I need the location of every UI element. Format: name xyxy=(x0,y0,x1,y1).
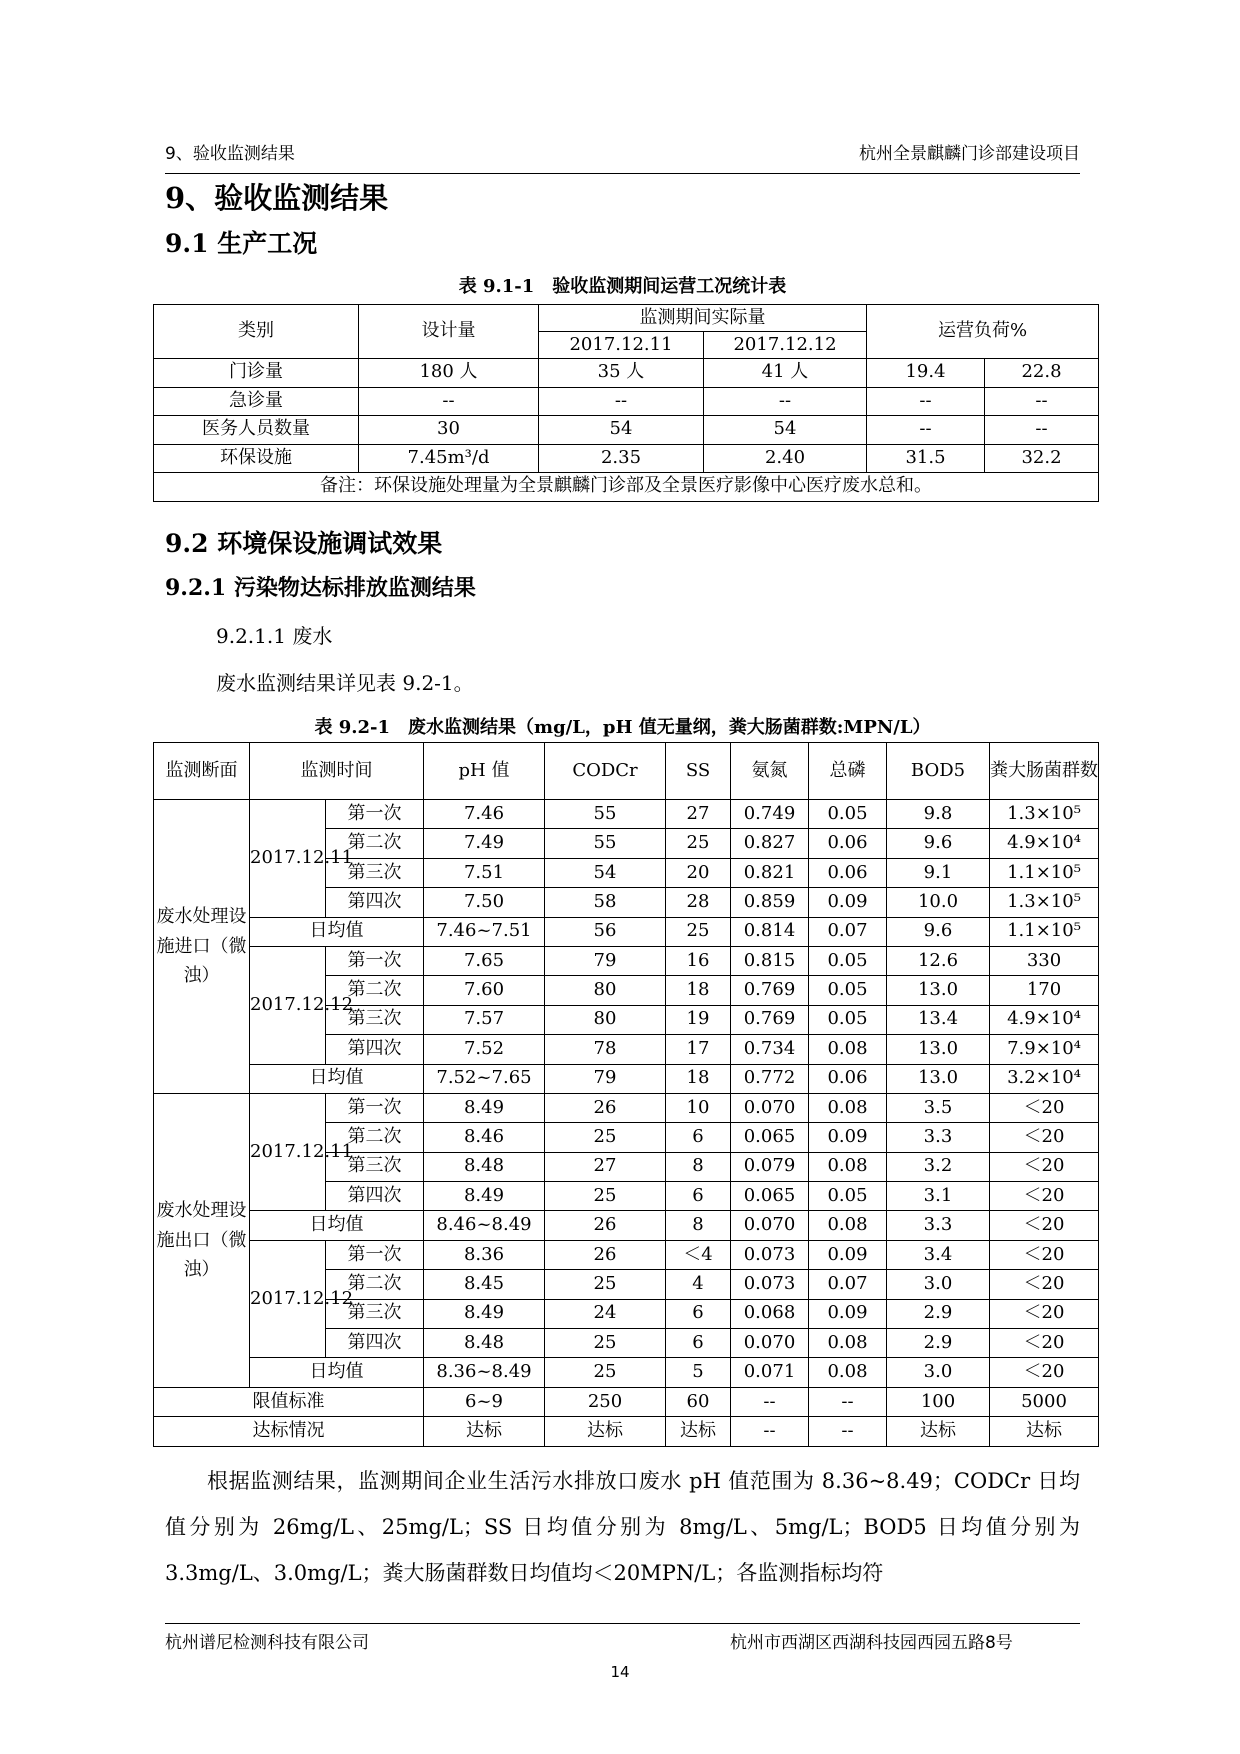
t1-note: 备注：环保设施处理量为全景麒麟门诊部及全景医疗影像中心医疗废水总和。 xyxy=(154,473,1099,502)
table-cell: 达标 xyxy=(887,1417,990,1446)
table-cell: -- xyxy=(359,387,539,416)
table-cell: ＜20 xyxy=(990,1182,1099,1211)
time-label: 第一次 xyxy=(326,1093,424,1122)
table-cell: 6 xyxy=(666,1123,731,1152)
header-cell: SS xyxy=(666,743,731,800)
t1-header-actual: 监测期间实际量 xyxy=(539,305,867,332)
table-cell: 8.49 xyxy=(424,1299,545,1328)
table-cell: 26 xyxy=(545,1240,666,1269)
table-cell: 0.070 xyxy=(731,1093,809,1122)
limit-label: 限值标准 xyxy=(154,1387,424,1416)
table2-caption: 表 9.2-1 废水监测结果（mg/L，pH 值无量纲，粪大肠菌群数:MPN/L） xyxy=(314,717,931,738)
time-label: 第二次 xyxy=(326,829,424,858)
table-cell: 7.60 xyxy=(424,976,545,1005)
t1-header-category: 类别 xyxy=(154,305,359,359)
table-cell: 330 xyxy=(990,946,1099,975)
table-cell: 6 xyxy=(666,1299,731,1328)
table-cell: -- xyxy=(731,1387,809,1416)
table-cell: 0.07 xyxy=(809,917,887,946)
header-right: 杭州全景麒麟门诊部建设项目 xyxy=(859,144,1080,164)
time-label: 第三次 xyxy=(326,1005,424,1034)
table-cell: ＜20 xyxy=(990,1211,1099,1240)
subsection-title-9-2: 9.2 环境保设施调试效果 xyxy=(165,529,443,558)
table-cell: 0.06 xyxy=(809,829,887,858)
results-paragraph: 根据监测结果，监测期间企业生活污水排放口废水 pH 值范围为 8.36~8.49；CODCr 日均值分别为 26mg/L、25mg/L；SS 日均值分别为 8mg/L、5mg/L；BOD5 日均值分别为 3.3mg/L、3.0mg/L；粪大肠菌群数日均值均＜20MPN/L；各监测指标均符 xyxy=(165,1469,1080,1585)
table-cell: 0.065 xyxy=(731,1182,809,1211)
table-cell: 41 人 xyxy=(704,359,867,388)
table-cell: 0.065 xyxy=(731,1123,809,1152)
table-cell: 27 xyxy=(545,1152,666,1181)
table-cell: 6 xyxy=(666,1182,731,1211)
table-cell: 1.1×10⁵ xyxy=(990,858,1099,887)
table-cell: 60 xyxy=(666,1387,731,1416)
table-cell: 0.09 xyxy=(809,888,887,917)
table-cell: 13.0 xyxy=(887,1064,990,1093)
header-cell: 粪大肠菌群数 xyxy=(990,743,1099,800)
table-cell: 25 xyxy=(545,1329,666,1358)
table-row xyxy=(154,800,1099,829)
table-cell: 0.05 xyxy=(809,1005,887,1034)
table-cell: 79 xyxy=(545,946,666,975)
table-cell: 1.1×10⁵ xyxy=(990,917,1099,946)
table-row xyxy=(154,1358,1099,1387)
time-label: 第二次 xyxy=(326,976,424,1005)
table-cell: 0.06 xyxy=(809,1064,887,1093)
time-label: 第三次 xyxy=(326,1299,424,1328)
table-cell: 19 xyxy=(666,1005,731,1034)
table-cell: 7.9×10⁴ xyxy=(990,1035,1099,1064)
table-cell: ＜20 xyxy=(990,1093,1099,1122)
table-cell: 25 xyxy=(666,917,731,946)
table-cell: 25 xyxy=(545,1270,666,1299)
table-row xyxy=(154,444,1099,473)
header-cell: pH 值 xyxy=(424,743,545,800)
section-label: 废水处理设施进口（微浊） xyxy=(154,800,250,1094)
footer-right: 杭州市西湖区西湖科技园西园五路8号 xyxy=(730,1633,1013,1653)
table-cell: 10.0 xyxy=(887,888,990,917)
table-cell: 8.48 xyxy=(424,1329,545,1358)
table-cell: 0.08 xyxy=(809,1211,887,1240)
table-cell: 1.3×10⁵ xyxy=(990,888,1099,917)
table-cell: 12.6 xyxy=(887,946,990,975)
table-cell: 0.821 xyxy=(731,858,809,887)
table-cell: -- xyxy=(704,387,867,416)
date-label: 2017.12.11 xyxy=(250,1093,326,1211)
table-cell: 8.46~8.49 xyxy=(424,1211,545,1240)
time-label: 第四次 xyxy=(326,1182,424,1211)
table-cell: -- xyxy=(731,1417,809,1446)
table-cell: 0.09 xyxy=(809,1299,887,1328)
table-cell: 医务人员数量 xyxy=(154,416,359,445)
table-cell: 35 人 xyxy=(539,359,704,388)
table-cell: 3.0 xyxy=(887,1358,990,1387)
table1-caption: 表 9.1-1 验收监测期间运营工况统计表 xyxy=(458,276,787,297)
operating-conditions-table xyxy=(153,304,1099,502)
table-cell: ＜20 xyxy=(990,1358,1099,1387)
table-cell: 0.07 xyxy=(809,1270,887,1299)
table-cell: 13.0 xyxy=(887,1035,990,1064)
table-cell: 7.49 xyxy=(424,829,545,858)
table-cell: 22.8 xyxy=(985,359,1099,388)
t1-header-date1: 2017.12.11 xyxy=(539,332,704,359)
table-cell: ＜20 xyxy=(990,1240,1099,1269)
table-cell: 18 xyxy=(666,1064,731,1093)
table-cell: 25 xyxy=(666,829,731,858)
table-cell: 80 xyxy=(545,1005,666,1034)
table-cell: 2.40 xyxy=(704,444,867,473)
table-cell: 13.0 xyxy=(887,976,990,1005)
table-row xyxy=(154,743,1099,800)
table-cell: 2.9 xyxy=(887,1299,990,1328)
table-cell: 8 xyxy=(666,1211,731,1240)
table-cell: 25 xyxy=(545,1123,666,1152)
table-cell: 180 人 xyxy=(359,359,539,388)
time-label: 第二次 xyxy=(326,1270,424,1299)
table-cell: 24 xyxy=(545,1299,666,1328)
table-cell: 0.05 xyxy=(809,1182,887,1211)
table-cell: 环保设施 xyxy=(154,444,359,473)
table-cell: 7.65 xyxy=(424,946,545,975)
page-number: 14 xyxy=(610,1663,630,1681)
table-cell: 30 xyxy=(359,416,539,445)
table-cell: 0.814 xyxy=(731,917,809,946)
header-cell: 氨氮 xyxy=(731,743,809,800)
table-cell: 0.05 xyxy=(809,800,887,829)
table-row xyxy=(154,1240,1099,1269)
table-cell: 7.50 xyxy=(424,888,545,917)
time-label: 第三次 xyxy=(326,858,424,887)
paragraph-wastewater-ref: 废水监测结果详见表 9.2-1。 xyxy=(216,671,474,695)
header-time: 监测时间 xyxy=(250,743,424,800)
t1-header-load: 运营负荷% xyxy=(867,305,1099,359)
table-cell: 6~9 xyxy=(424,1387,545,1416)
table-cell: 3.2×10⁴ xyxy=(990,1064,1099,1093)
table-cell: 0.769 xyxy=(731,976,809,1005)
table-cell: 急诊量 xyxy=(154,387,359,416)
time-label: 第一次 xyxy=(326,1240,424,1269)
time-label: 第一次 xyxy=(326,946,424,975)
section-label: 废水处理设施出口（微浊） xyxy=(154,1093,250,1387)
table-cell: 0.827 xyxy=(731,829,809,858)
table-cell: 54 xyxy=(539,416,704,445)
table-row xyxy=(154,1211,1099,1240)
t1-header-design: 设计量 xyxy=(359,305,539,359)
subsubsection-title-9-2-1: 9.2.1 污染物达标排放监测结果 xyxy=(165,575,476,601)
table-cell: -- xyxy=(539,387,704,416)
time-label: 第四次 xyxy=(326,888,424,917)
table-row xyxy=(154,1387,1099,1416)
table-cell: 79 xyxy=(545,1064,666,1093)
table-cell: 0.073 xyxy=(731,1240,809,1269)
table-cell: 5000 xyxy=(990,1387,1099,1416)
table-cell: ＜20 xyxy=(990,1123,1099,1152)
wastewater-results-table xyxy=(153,742,1099,1447)
table-cell: 8.36~8.49 xyxy=(424,1358,545,1387)
table-cell: -- xyxy=(985,416,1099,445)
table-cell: ＜20 xyxy=(990,1152,1099,1181)
table-cell: 4.9×10⁴ xyxy=(990,829,1099,858)
table-cell: 0.749 xyxy=(731,800,809,829)
section-title: 9、验收监测结果 xyxy=(165,181,389,215)
table-cell: 0.070 xyxy=(731,1211,809,1240)
table-cell: 100 xyxy=(887,1387,990,1416)
table-cell: 54 xyxy=(704,416,867,445)
table-cell: 55 xyxy=(545,829,666,858)
page-header xyxy=(165,137,1080,174)
date-label: 2017.12.11 xyxy=(250,800,326,918)
table-cell: 8.45 xyxy=(424,1270,545,1299)
header-section: 监测断面 xyxy=(154,743,250,800)
table-cell: 20 xyxy=(666,858,731,887)
table-cell: 0.05 xyxy=(809,946,887,975)
table-cell: 1.3×10⁵ xyxy=(990,800,1099,829)
table-cell: 10 xyxy=(666,1093,731,1122)
table-cell: 28 xyxy=(666,888,731,917)
table-cell: 54 xyxy=(545,858,666,887)
table-cell: 门诊量 xyxy=(154,359,359,388)
table-cell: 3.5 xyxy=(887,1093,990,1122)
table-cell: 达标 xyxy=(424,1417,545,1446)
table-cell: 9.6 xyxy=(887,917,990,946)
table-cell: -- xyxy=(809,1417,887,1446)
table-cell: 达标 xyxy=(545,1417,666,1446)
table-cell: 7.46~7.51 xyxy=(424,917,545,946)
table-cell: 8.48 xyxy=(424,1152,545,1181)
table-cell: 58 xyxy=(545,888,666,917)
table-cell: ＜20 xyxy=(990,1329,1099,1358)
table-cell: 27 xyxy=(666,800,731,829)
table-cell: 19.4 xyxy=(867,359,985,388)
date-label: 2017.12.12 xyxy=(250,1240,326,1358)
table-cell: 9.6 xyxy=(887,829,990,858)
table-cell: 80 xyxy=(545,976,666,1005)
table-cell: 26 xyxy=(545,1093,666,1122)
table-cell: 3.1 xyxy=(887,1182,990,1211)
t1-header-date2: 2017.12.12 xyxy=(704,332,867,359)
table-cell: 78 xyxy=(545,1035,666,1064)
table-cell: 9.8 xyxy=(887,800,990,829)
table-cell: 0.08 xyxy=(809,1093,887,1122)
table-cell: 8.49 xyxy=(424,1182,545,1211)
paragraph-wastewater-heading: 9.2.1.1 废水 xyxy=(216,624,333,648)
table-row xyxy=(154,1417,1099,1446)
table-cell: 8.36 xyxy=(424,1240,545,1269)
table-cell: 0.08 xyxy=(809,1358,887,1387)
table-cell: 3.4 xyxy=(887,1240,990,1269)
table-row xyxy=(154,1093,1099,1122)
time-label: 第二次 xyxy=(326,1123,424,1152)
avg-label: 日均值 xyxy=(250,1064,424,1093)
table-cell: 达标 xyxy=(990,1417,1099,1446)
table-cell: 170 xyxy=(990,976,1099,1005)
comply-label: 达标情况 xyxy=(154,1417,424,1446)
table-cell: 7.46 xyxy=(424,800,545,829)
avg-label: 日均值 xyxy=(250,1211,424,1240)
table-cell: 16 xyxy=(666,946,731,975)
table-cell: 8.46 xyxy=(424,1123,545,1152)
time-label: 第四次 xyxy=(326,1035,424,1064)
table-cell: 0.070 xyxy=(731,1329,809,1358)
table-cell: -- xyxy=(809,1387,887,1416)
table-row xyxy=(154,387,1099,416)
subsection-title-9-1: 9.1 生产工况 xyxy=(165,229,318,258)
footer-left: 杭州谱尼检测科技有限公司 xyxy=(165,1633,369,1653)
table-cell: 7.45m³/d xyxy=(359,444,539,473)
table-cell: 0.734 xyxy=(731,1035,809,1064)
table-cell: 8 xyxy=(666,1152,731,1181)
table-cell: 4 xyxy=(666,1270,731,1299)
table-cell: 0.772 xyxy=(731,1064,809,1093)
header-left: 9、验收监测结果 xyxy=(165,144,295,164)
table-cell: 6 xyxy=(666,1329,731,1358)
time-label: 第四次 xyxy=(326,1329,424,1358)
table-cell: 3.2 xyxy=(887,1152,990,1181)
table-cell: ＜20 xyxy=(990,1270,1099,1299)
table-cell: 2.35 xyxy=(539,444,704,473)
table-cell: 0.08 xyxy=(809,1035,887,1064)
table-cell: 0.06 xyxy=(809,858,887,887)
table-cell: 13.4 xyxy=(887,1005,990,1034)
avg-label: 日均值 xyxy=(250,917,424,946)
table-cell: 25 xyxy=(545,1182,666,1211)
table-row xyxy=(154,359,1099,388)
header-cell: BOD5 xyxy=(887,743,990,800)
header-cell: CODCr xyxy=(545,743,666,800)
page-footer xyxy=(165,1623,1080,1653)
table-cell: ＜4 xyxy=(666,1240,731,1269)
table-cell: 3.0 xyxy=(887,1270,990,1299)
table-cell: 7.52~7.65 xyxy=(424,1064,545,1093)
table-cell: 0.071 xyxy=(731,1358,809,1387)
table-cell: 0.05 xyxy=(809,976,887,1005)
table-cell: 0.079 xyxy=(731,1152,809,1181)
time-label: 第三次 xyxy=(326,1152,424,1181)
table-cell: -- xyxy=(985,387,1099,416)
table-cell: 7.57 xyxy=(424,1005,545,1034)
table-cell: 0.09 xyxy=(809,1123,887,1152)
table-cell: 55 xyxy=(545,800,666,829)
table-cell: 0.769 xyxy=(731,1005,809,1034)
avg-label: 日均值 xyxy=(250,1358,424,1387)
table-cell: 17 xyxy=(666,1035,731,1064)
table-row xyxy=(154,946,1099,975)
table-cell: 达标 xyxy=(666,1417,731,1446)
table-cell: 0.08 xyxy=(809,1152,887,1181)
table-row xyxy=(154,416,1099,445)
table-cell: 32.2 xyxy=(985,444,1099,473)
table-cell: 0.08 xyxy=(809,1329,887,1358)
table-cell: 8.49 xyxy=(424,1093,545,1122)
table-cell: 250 xyxy=(545,1387,666,1416)
table-cell: 0.859 xyxy=(731,888,809,917)
table-cell: 26 xyxy=(545,1211,666,1240)
table-cell: 7.51 xyxy=(424,858,545,887)
table-cell: 5 xyxy=(666,1358,731,1387)
table-cell: 31.5 xyxy=(867,444,985,473)
table-cell: 4.9×10⁴ xyxy=(990,1005,1099,1034)
table-cell: 9.1 xyxy=(887,858,990,887)
table-cell: 56 xyxy=(545,917,666,946)
table-cell: 3.3 xyxy=(887,1211,990,1240)
table-cell: 7.52 xyxy=(424,1035,545,1064)
date-label: 2017.12.12 xyxy=(250,946,326,1064)
table-row xyxy=(154,1064,1099,1093)
table-cell: 0.09 xyxy=(809,1240,887,1269)
table-cell: 2.9 xyxy=(887,1329,990,1358)
table-cell: -- xyxy=(867,416,985,445)
table-cell: 0.068 xyxy=(731,1299,809,1328)
table-cell: 0.815 xyxy=(731,946,809,975)
table-cell: 3.3 xyxy=(887,1123,990,1152)
time-label: 第一次 xyxy=(326,800,424,829)
table-cell: 0.073 xyxy=(731,1270,809,1299)
table-row xyxy=(154,917,1099,946)
header-cell: 总磷 xyxy=(809,743,887,800)
table-cell: ＜20 xyxy=(990,1299,1099,1328)
table-cell: 18 xyxy=(666,976,731,1005)
table-cell: 25 xyxy=(545,1358,666,1387)
table-cell: -- xyxy=(867,387,985,416)
